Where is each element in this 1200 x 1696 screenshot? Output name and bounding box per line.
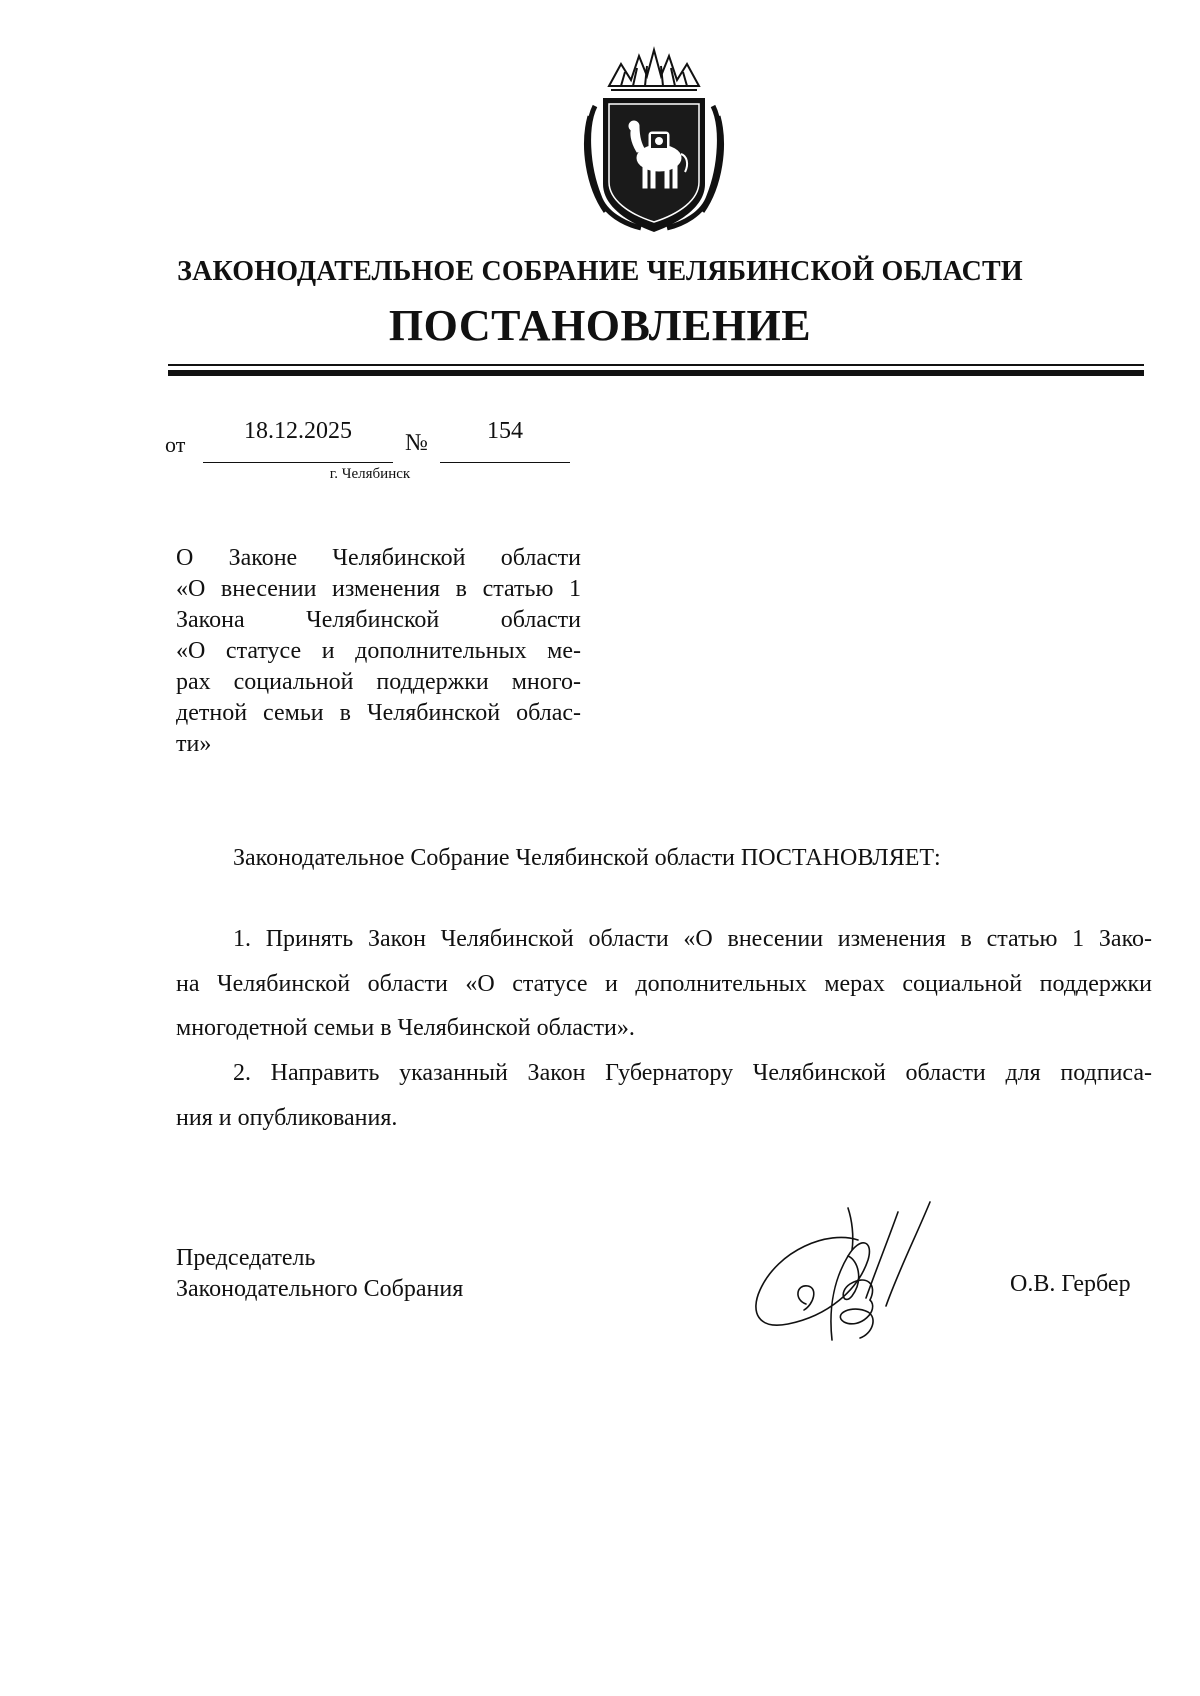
paragraph-line: 1. Принять Закон Челябинской области «О внесении изменения в статью 1 Зако- (233, 926, 1152, 952)
subject-line: ти» (176, 731, 212, 757)
subject-line: детной семьи в Челябинской облас- (176, 700, 581, 726)
coat-of-arms-icon (581, 46, 727, 236)
subject-line: «О внесении изменения в статью 1 (176, 576, 581, 602)
paragraph-line: на Челябинской области «О статусе и дополнительных мерах социальной поддержки (176, 970, 1152, 997)
signer-position (176, 1243, 463, 1305)
paragraph-line: 2. Направить указанный Закон Губернатору Челябинской области для подписа- (233, 1060, 1152, 1086)
document-number: 154 (487, 418, 523, 444)
subject-line: рах социальной поддержки много- (176, 669, 581, 695)
resolution-preamble: Законодательное Собрание Челябинской области ПОСТАНОВЛЯЕТ: (233, 845, 941, 871)
document-subject (176, 543, 581, 760)
date-prefix: от (165, 432, 186, 457)
resolution-item-2 (176, 1051, 1152, 1140)
subject-line: О Законе Челябинской области (176, 545, 581, 571)
organization-title: ЗАКОНОДАТЕЛЬНОЕ СОБРАНИЕ ЧЕЛЯБИНСКОЙ ОБЛАСТИ (177, 256, 1023, 287)
header-divider-thin (168, 364, 1144, 366)
number-underline (440, 462, 570, 463)
document-type-title: ПОСТАНОВЛЕНИЕ (388, 301, 812, 350)
subject-line: «О статусе и дополнительных ме- (176, 638, 581, 664)
date-underline (203, 462, 393, 463)
document-city: г. Челябинск (329, 466, 411, 482)
subject-line: Закона Челябинской области (176, 607, 581, 633)
resolution-item-1 (176, 917, 1152, 1051)
signer-name: О.В. Гербер (1010, 1271, 1131, 1297)
paragraph-line: ния и опубликования. (176, 1104, 398, 1131)
header-divider-thick (168, 370, 1144, 376)
document-date: 18.12.2025 (244, 418, 352, 444)
signer-position-line: Председатель (176, 1245, 316, 1271)
number-prefix: № (405, 430, 428, 456)
handwritten-signature-icon (748, 1200, 953, 1355)
signer-position-line: Законодательного Собрания (176, 1276, 464, 1302)
paragraph-line: многодетной семьи в Челябинской области». (176, 1015, 635, 1041)
